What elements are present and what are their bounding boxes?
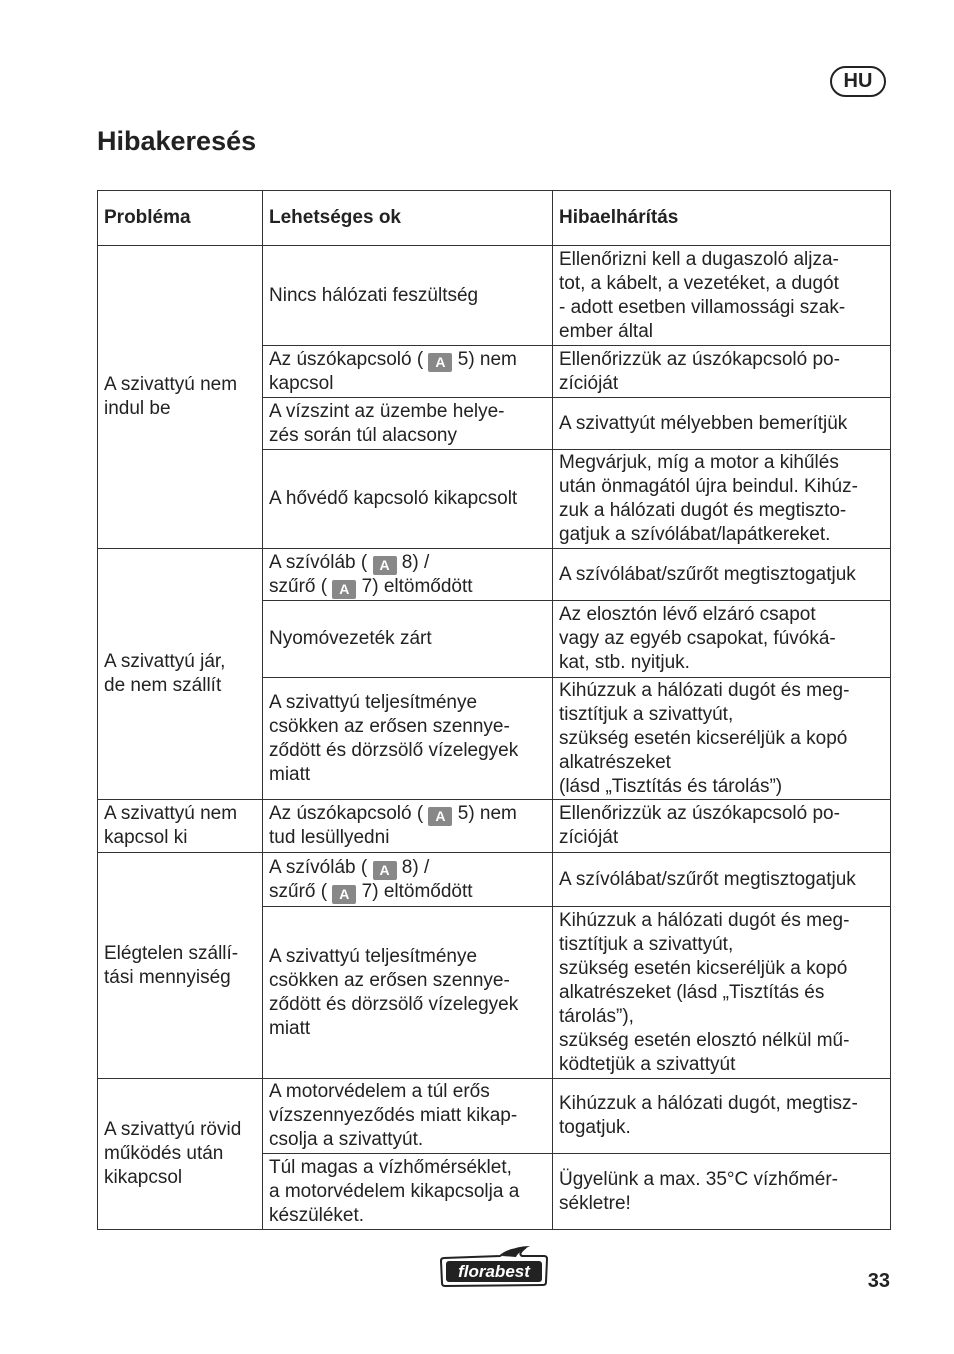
figure-a-icon: A	[428, 807, 452, 826]
cause-cell: Nyomóvezeték zárt	[263, 601, 553, 678]
fix-cell: Ügyelünk a max. 35°C vízhőmér- sékletre!	[553, 1154, 891, 1230]
troubleshooting-table	[97, 190, 891, 1230]
fix-cell: A szivattyút mélyebben bemerítjük	[553, 398, 891, 450]
fix-cell: A szívólábat/szűrőt megtisztogatjuk	[553, 549, 891, 601]
language-badge: HU	[830, 66, 886, 97]
fix-cell: A szívólábat/szűrőt megtisztogatjuk	[553, 853, 891, 907]
fix-cell: Kihúzzuk a hálózati dugót és meg- tisztítjuk a szivattyút, szükség esetén kicseréljük a kopó alkatrészeket (lásd „Tisztítás és tárolás”), szükség esetén elosztó nélkül mű- ködtetjük a szivattyút	[553, 907, 891, 1079]
fix-cell: Ellenőrizzük az úszókapcsoló po- zícióját	[553, 800, 891, 853]
header-fix: Hibaelhárítás	[553, 191, 891, 246]
cause-cell: A szívóláb ( A 8) / szűrő ( A 7) eltömődött	[263, 549, 553, 601]
fix-cell: Kihúzzuk a hálózati dugót és meg- tisztítjuk a szivattyút, szükség esetén kicseréljük a kopó alkatrészeket (lásd „Tisztítás és tárolás”)	[553, 678, 891, 800]
figure-a-icon: A	[332, 580, 356, 599]
fix-cell: Ellenőrizzük az úszókapcsoló po- zícióját	[553, 346, 891, 398]
cause-cell: A szivattyú teljesítménye csökken az erősen szennye- ződött és dörzsölő vízelegyek miatt	[263, 907, 553, 1079]
florabest-logo	[438, 1244, 550, 1290]
problem-cell: A szivattyú rövid működés után kikapcsol	[98, 1079, 263, 1230]
cause-cell: Túl magas a vízhőmérséklet, a motorvédelem kikapcsolja a készüléket.	[263, 1154, 553, 1230]
problem-cell: A szivattyú nem indul be	[98, 246, 263, 549]
header-cause: Lehetséges ok	[263, 191, 553, 246]
page-number: 33	[867, 1270, 890, 1292]
table-row	[98, 853, 891, 907]
logo-text: florabest	[458, 1262, 530, 1281]
fix-cell: Ellenőrizni kell a dugaszoló aljza- tot, a kábelt, a vezetéket, a dugót - adott esetben villamossági szak- ember által	[553, 246, 891, 346]
table-row	[98, 246, 891, 346]
cause-cell: Nincs hálózati feszültség	[263, 246, 553, 346]
table-header-row	[98, 191, 891, 246]
cause-cell: Az úszókapcsoló ( A 5) nem tud lesüllyedni	[263, 800, 553, 853]
fix-cell: Megvárjuk, míg a motor a kihűlés után önmagától újra beindul. Kihúz- zuk a hálózati dugót és megtiszto- gatjuk a szívólábat/lapátkereket.	[553, 450, 891, 549]
figure-a-icon: A	[428, 353, 452, 372]
header-problem: Probléma	[98, 191, 263, 246]
cause-cell: A motorvédelem a túl erős vízszennyeződés miatt kikap- csolja a szivattyút.	[263, 1079, 553, 1154]
figure-a-icon: A	[373, 556, 397, 575]
fix-cell: Kihúzzuk a hálózati dugót, megtisz- togatjuk.	[553, 1079, 891, 1154]
table-row	[98, 1079, 891, 1154]
problem-cell: A szivattyú jár, de nem szállít	[98, 549, 263, 800]
table-row	[98, 549, 891, 601]
table-row	[98, 800, 891, 853]
problem-cell: A szivattyú nem kapcsol ki	[98, 800, 263, 853]
cause-cell: A szivattyú teljesítménye csökken az erősen szennye- ződött és dörzsölő vízelegyek miatt	[263, 678, 553, 800]
cause-cell: A vízszint az üzembe helye- zés során túl alacsony	[263, 398, 553, 450]
cause-cell: A szívóláb ( A 8) / szűrő ( A 7) eltömődött	[263, 853, 553, 907]
cause-cell: Az úszókapcsoló ( A 5) nem kapcsol	[263, 346, 553, 398]
problem-cell: Elégtelen szállí- tási mennyiség	[98, 853, 263, 1079]
cause-cell: A hővédő kapcsoló kikapcsolt	[263, 450, 553, 549]
figure-a-icon: A	[332, 885, 356, 904]
fix-cell: Az elosztón lévő elzáró csapot vagy az egyéb csapokat, fúvóká- kat, stb. nyitjuk.	[553, 601, 891, 678]
figure-a-icon: A	[373, 861, 397, 880]
page-title: Hibakeresés	[97, 126, 257, 156]
